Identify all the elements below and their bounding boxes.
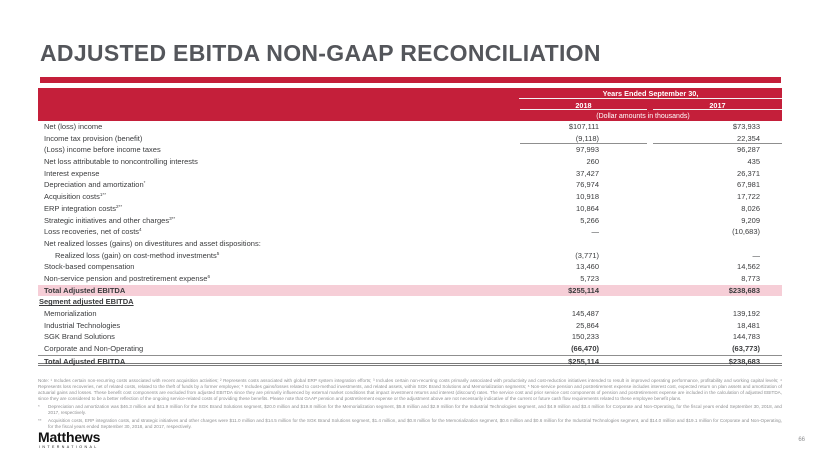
- value-2018: $255,114: [568, 285, 599, 295]
- table-row: [38, 203, 782, 215]
- table-row: [38, 343, 782, 355]
- value-2017: —: [752, 250, 760, 260]
- value-2017: 139,192: [732, 309, 760, 318]
- row-label: Segment adjusted EBITDA: [39, 297, 134, 307]
- grand-total-row: [38, 355, 782, 367]
- value-2017: 17,722: [737, 192, 760, 202]
- footnote-ref: 2**: [115, 203, 123, 209]
- table-row: [38, 156, 782, 168]
- value-2018: 150,233: [571, 332, 599, 342]
- row-label: (Loss) income before income taxes: [44, 145, 161, 155]
- value-2018: 5,266: [580, 215, 599, 225]
- row-label: Non-service pension and postretirement expense: [44, 273, 208, 283]
- value-2018: $107,111: [568, 122, 599, 131]
- footnote-star-text: Depreciation and amortization was $46.3 million and $41.9 million for the SGK Brand Solutions segment, $20.0 million and $19.8 million for the Memorialization segment, $5.8 million and $2.9 million for the Industrial Technologies segment, and $4.9 million and $3.4 million for Corporate and Non-Operating, for the fiscal years ended September 30, 2018, and 2017, respectively.: [48, 404, 782, 416]
- footnote-star-marker: *: [38, 404, 40, 410]
- value-2017: 26,371: [737, 168, 760, 178]
- row-label: Loss recoveries, net of costs: [44, 227, 140, 237]
- header-years-ended: Years Ended September 30,: [519, 89, 782, 99]
- value-2017: $73,933: [732, 122, 760, 131]
- footnote-ref: 1**: [99, 192, 106, 198]
- value-2018: 76,974: [576, 180, 599, 190]
- value-2017: 18,481: [737, 320, 760, 330]
- table-row: [38, 238, 782, 250]
- row-label: Stock-based compensation: [44, 262, 135, 272]
- row-label: Income tax provision (benefit): [44, 133, 143, 143]
- value-2018: (9,118): [520, 133, 647, 145]
- total-adjusted-ebitda-row: [38, 285, 782, 297]
- footnote-double-star-marker: **: [38, 418, 42, 424]
- value-2017: 9,209: [741, 215, 760, 225]
- row-label: Net (loss) income: [44, 122, 103, 131]
- value-2018: $255,114: [568, 356, 599, 366]
- value-2017: (10,683): [732, 227, 760, 237]
- table-row: [38, 273, 782, 285]
- row-label: Interest expense: [44, 168, 100, 178]
- page-title: ADJUSTED EBITDA NON-GAAP RECONCILIATION: [40, 40, 601, 66]
- table-row: [38, 179, 782, 191]
- value-2018: (3,771): [575, 250, 599, 260]
- value-2018: [520, 296, 647, 308]
- matthews-logo: [38, 430, 100, 450]
- row-label: Net realized losses (gains) on divestitures and asset dispositions:: [44, 238, 261, 248]
- table-row: [38, 144, 782, 156]
- table-row: [38, 250, 782, 262]
- table-row: [38, 133, 782, 145]
- title-rule: [40, 77, 781, 83]
- row-label: Depreciation and amortization: [44, 180, 144, 190]
- row-label: Total Adjusted EBITDA: [44, 356, 126, 366]
- value-2018: —: [591, 227, 599, 237]
- value-2018: 13,460: [576, 262, 599, 272]
- value-2017: (63,773): [732, 344, 760, 354]
- value-2018: 145,487: [571, 309, 599, 318]
- header-units: (Dollar amounts in thousands): [596, 113, 690, 120]
- row-label: Strategic initiatives and other charges: [44, 215, 170, 225]
- value-2018: 5,723: [580, 273, 599, 283]
- value-2017: $238,683: [728, 356, 760, 366]
- value-2017: 435: [747, 157, 760, 167]
- table-header: [38, 88, 782, 121]
- row-label: Corporate and Non-Operating: [44, 344, 144, 354]
- row-label: Memorialization: [44, 309, 97, 318]
- table-row: [38, 121, 782, 133]
- footnote-double-star-text: Acquisition costs, ERP integration costs, and strategic initiatives and other charges were $11.0 million and $14.5 million for the SGK Brand Solutions segment, $1.4 million, and $0.8 million for the Memorialization segment, $0.6 million and $0.6 million for the Industrial Technologies segment, and $14.0 million and $19.1 million for Corporate and Non-Operating, for the fiscal years ended September 30, 2018, and 2017, respectively.: [48, 418, 782, 430]
- row-label: Realized loss (gain) on cost-method investments: [55, 250, 217, 260]
- value-2017: 8,773: [741, 273, 760, 283]
- row-label: ERP integration costs: [44, 203, 116, 213]
- row-label: Acquisition costs: [44, 192, 100, 202]
- value-2017: 144,783: [732, 332, 760, 342]
- row-label: SGK Brand Solutions: [44, 332, 115, 342]
- table-row: [38, 320, 782, 332]
- note-paragraph: Note: ¹ Includes certain non-recurring costs associated with recent acquisition activities; ² Represents costs associated with global ERP system integration efforts; ³ Includes certain non-recurring costs primarily associated with productivity and cost-reduction initiatives intended to result in improved operating performance, profitability and working capital levels; ⁴ Represents loss recoveries, net of related costs, related to the theft of funds by a former employee; ⁵ Includes gains/losses related to cost-method investments, and related assets, within SGK Brand Solutions and Memorialization segments; ⁶ Non-service pension and postretirement expense includes interest cost, expected return on plan assets and amortization of actuarial gains and losses. These benefit cost components are excluded from adjusted EBITDA since they are primarily influenced by external market conditions that impact investment returns and interest (discount) rates. The service cost and prior service cost components of pension and postretirement expense are included in the calculation of adjusted EBITDA, since they are considered to be a better reflection of the ongoing service-related costs of providing these benefits. Please note that GAAP pension and postretirement expense or the adjustment above are not necessarily indicative of the current or future cash flow requirements related to these employee benefit plans.: [38, 378, 782, 401]
- section-header-row: [38, 296, 782, 308]
- value-2017: $238,683: [728, 285, 760, 295]
- table-row: [38, 191, 782, 203]
- table-row: [38, 168, 782, 180]
- value-2017: 14,562: [737, 262, 760, 272]
- value-2018: 10,918: [576, 192, 599, 202]
- table-row: [38, 331, 782, 343]
- header-col-2018: 2018: [520, 101, 647, 110]
- value-2017: 67,981: [737, 180, 760, 190]
- logo-subtitle: INTERNATIONAL: [39, 445, 99, 449]
- value-2018: [520, 238, 647, 250]
- value-2018: 25,864: [576, 320, 599, 330]
- value-2018: 260: [586, 157, 599, 167]
- table-row: [38, 261, 782, 273]
- logo-wordmark: Matthews: [38, 429, 101, 445]
- value-2018: 97,993: [576, 145, 599, 155]
- footnote-double-star: [38, 418, 782, 430]
- footnote-ref: 4: [139, 227, 142, 233]
- footnote-ref: *: [143, 180, 146, 186]
- value-2018: 10,864: [576, 203, 599, 213]
- value-2018: 37,427: [576, 168, 599, 178]
- footnote-ref: 6: [207, 273, 210, 279]
- footnote-star: [38, 404, 782, 416]
- footnote-ref: 5: [216, 250, 220, 256]
- table-row: [38, 215, 782, 227]
- value-2017: 22,354: [653, 133, 782, 145]
- value-2017: [653, 238, 782, 250]
- table-row: [38, 226, 782, 238]
- row-label: Net loss attributable to noncontrolling interests: [44, 157, 198, 167]
- table-row: [38, 308, 782, 320]
- header-col-2017: 2017: [653, 101, 782, 110]
- value-2017: 96,287: [737, 145, 760, 155]
- value-2018: (66,470): [571, 344, 599, 354]
- footnote-ref: 3**: [169, 215, 176, 221]
- footnotes: [38, 378, 782, 430]
- row-label: Industrial Technologies: [44, 320, 121, 330]
- value-2017: [653, 296, 782, 308]
- table-body: [38, 121, 782, 366]
- value-2017: 8,026: [741, 203, 760, 213]
- row-label: Total Adjusted EBITDA: [44, 285, 126, 295]
- page-number: 66: [798, 437, 805, 443]
- reconciliation-table: [38, 88, 782, 366]
